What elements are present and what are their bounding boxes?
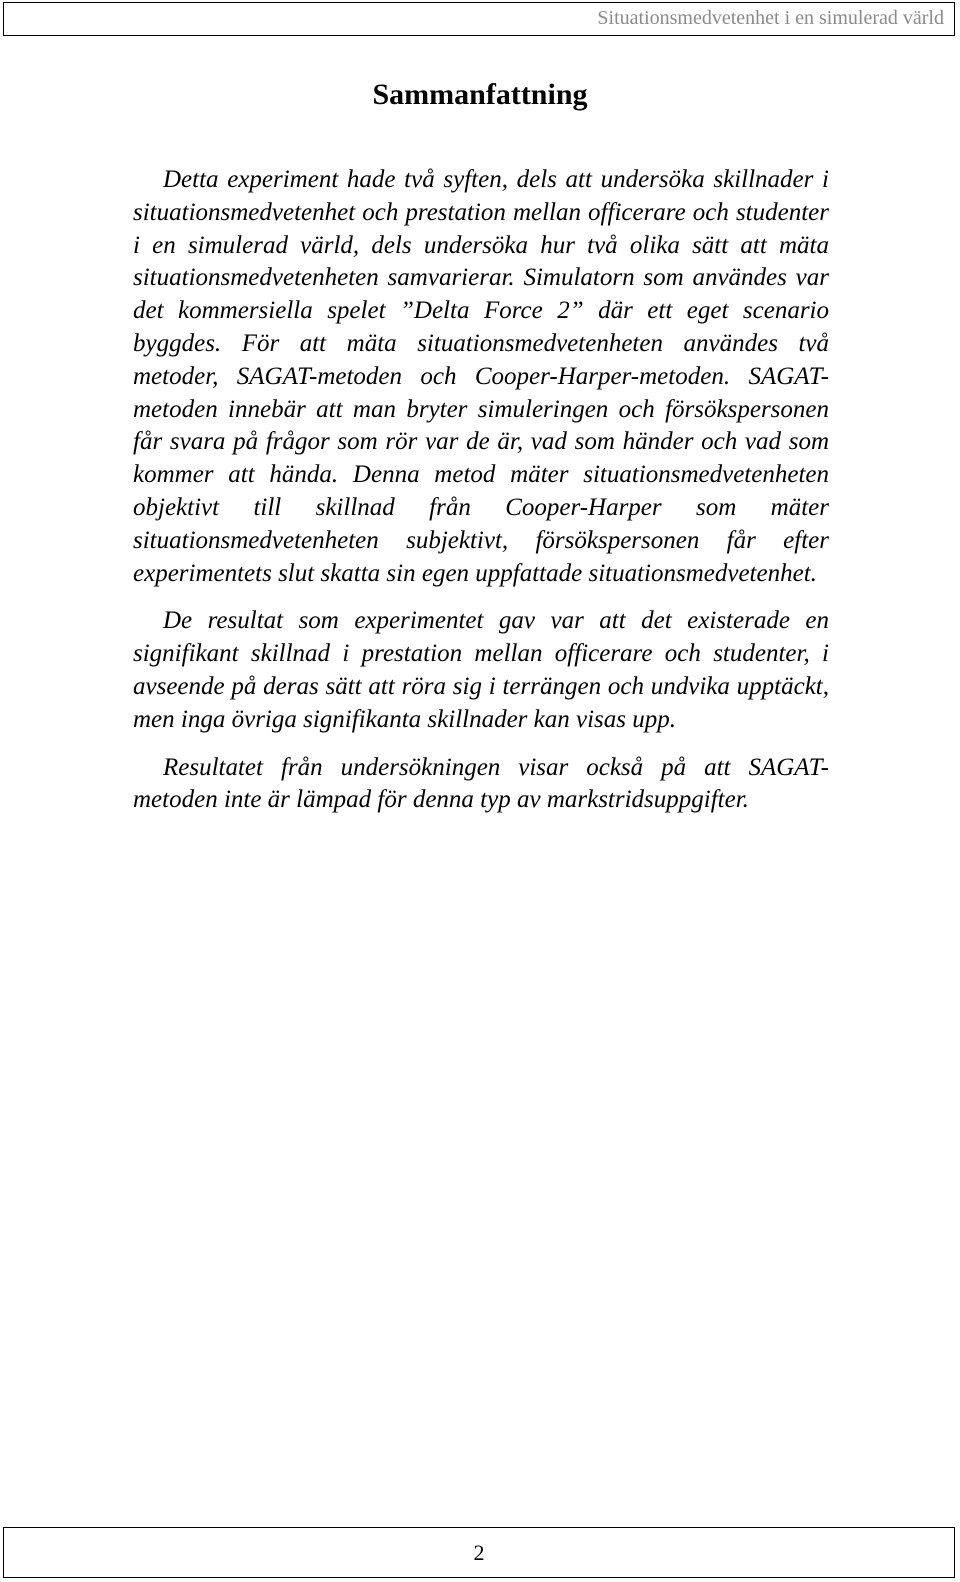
summary-paragraph-1: Detta experiment hade två syften, dels att undersöka skillnader i situationsmedvetenhet och prestation mellan officerare och studenter i en simulerad värld, dels undersöka hur två olika sätt att mäta situationsmedvetenheten samvarierar. Simulatorn som användes var det kommersiella spelet ”Delta Force 2” där ett eget scenario byggdes. För att mäta situationsmedvetenheten användes två metoder, SAGAT-metoden och Cooper-Harper-metoden. SAGAT-metoden innebär att man bryter simuleringen och försökspersonen får svara på frågor som rör var de är, vad som händer och vad som kommer att hända. Denna metod mäter situationsmedvetenheten objektivt till skillnad från Cooper-Harper som mäter situationsmedvetenheten subjektivt, försökspersonen får efter experimentets slut skatta sin egen uppfattade situationsmedvetenhet.: [133, 166, 829, 587]
page-number: 2: [473, 1540, 485, 1565]
page-footer: [3, 1527, 955, 1578]
running-header-title: Situationsmedvetenhet i en simulerad värld: [597, 7, 944, 29]
page-title: Sammanfattning: [372, 78, 588, 111]
summary-paragraph-2: De resultat som experimentet gav var att det existerade en signifikant skillnad i prestation mellan officerare och studenter, i avseende på deras sätt att röra sig i terrängen och undvika upptäckt, men inga övriga signifikanta skillnader kan visas upp.: [133, 607, 829, 733]
summary-body: [133, 164, 829, 832]
running-header: [3, 2, 955, 36]
summary-paragraph-3: Resultatet från undersökningen visar också på att SAGAT-metoden inte är lämpad för denna typ av markstridsuppgifter.: [133, 753, 829, 814]
